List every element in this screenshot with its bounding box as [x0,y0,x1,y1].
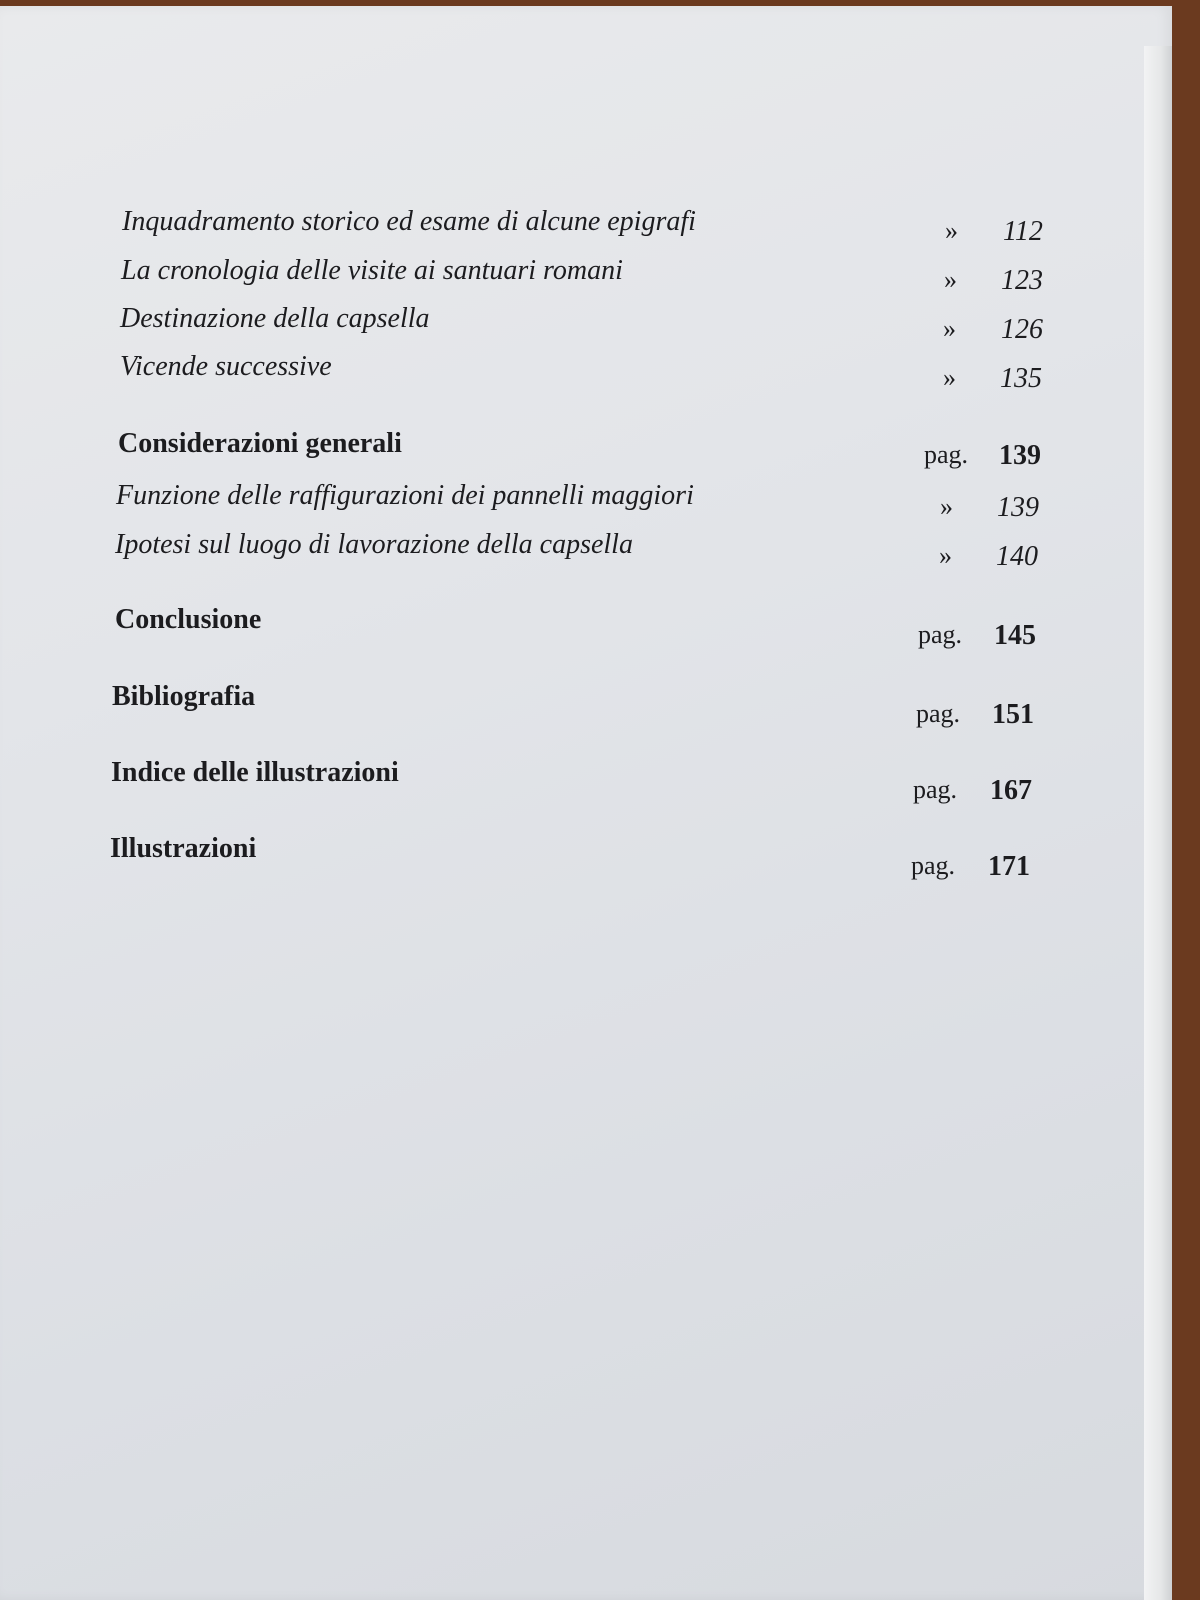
toc-entry-title: La cronologia delle visite ai santuari romani [121,255,623,286]
toc-entry-page: 151 [992,699,1034,730]
toc-entry-title: Considerazioni generali [118,428,402,459]
toc-entry-prefix: pag. [918,620,963,649]
toc-entry-prefix: pag. [911,851,956,880]
toc-entry-prefix: » [943,363,956,392]
toc-entry-prefix: » [944,265,957,294]
toc-entry-page: 112 [1003,216,1043,247]
toc-entry-title: Bibliografia [112,681,256,712]
toc-entry-page: 171 [988,851,1030,882]
toc-entry-prefix: pag. [913,775,958,804]
toc-entry-page: 140 [996,541,1038,572]
toc-entry-prefix: » [940,492,953,521]
toc-entry-title: Destinazione della capsella [120,303,430,334]
toc-entry-page: 126 [1001,314,1043,345]
toc-entry-title: Indice delle illustrazioni [111,757,399,788]
book-page [0,6,1172,1600]
toc-entry-prefix: pag. [916,699,961,728]
toc-entry-page: 135 [1000,363,1042,394]
toc-entry-title: Funzione delle raffigurazioni dei pannelli maggiori [116,480,694,511]
table-of-contents [0,6,1172,1600]
toc-entry-title: Inquadramento storico ed esame di alcune epigrafi [122,206,696,237]
toc-entry-page: 139 [999,440,1041,471]
toc-entry-prefix: » [939,541,952,570]
toc-entry-page: 139 [997,492,1039,523]
toc-entry-title: Ipotesi sul luogo di lavorazione della capsella [115,529,633,560]
toc-entry-page: 145 [994,620,1036,651]
toc-entry-prefix: pag. [924,440,969,469]
toc-entry-title: Illustrazioni [110,833,257,864]
toc-entry-prefix: » [943,314,956,343]
toc-entry-title: Conclusione [115,604,262,635]
toc-entry-page: 167 [990,775,1032,806]
toc-entry-page: 123 [1001,265,1043,296]
toc-entry-title: Vicende successive [120,351,332,382]
toc-entry-prefix: » [945,216,958,245]
